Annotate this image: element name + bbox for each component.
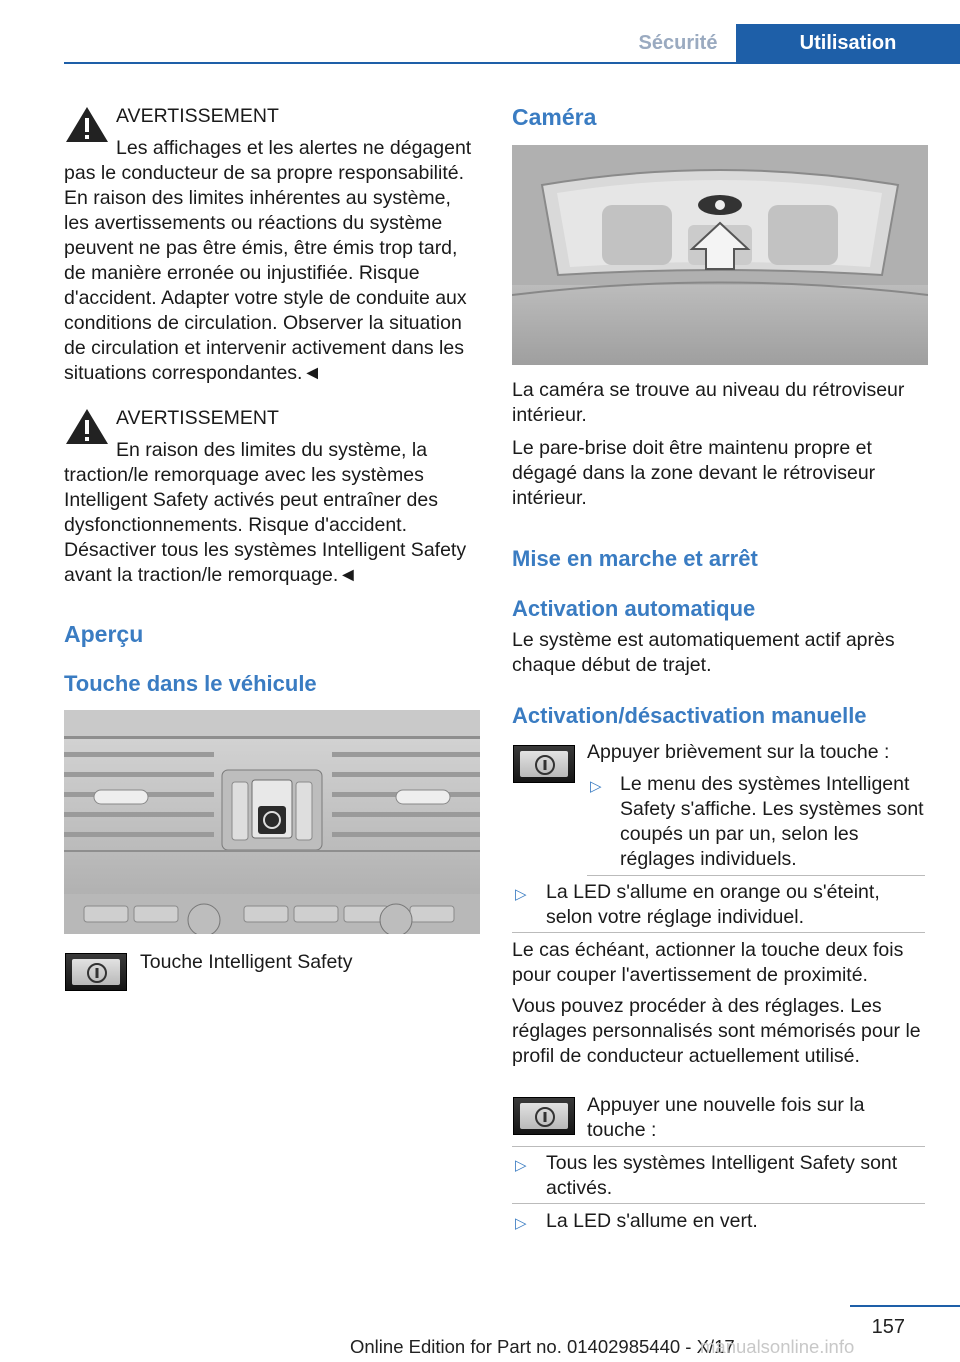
bullet-item-3: Tous les systèmes Intelligent Safety sont activés.	[546, 1152, 898, 1199]
bullet-icon: ▷	[515, 886, 527, 903]
tab-utilisation[interactable]: Utilisation	[736, 24, 960, 64]
press-short-text: Appuyer brièvement sur la touche :	[587, 741, 890, 763]
bullet-divider	[512, 1203, 925, 1204]
bullet-divider	[512, 1146, 925, 1147]
watermark-text: manualsonline.info	[700, 1336, 855, 1357]
camera-paragraph-2: Le pare-brise doit être maintenu propre et dégagé dans la zone devant le rétroviseur intérieur.	[512, 437, 876, 509]
settings-paragraph: Vous pouvez procéder à des réglages. Les réglages personnalisés sont mémorisés pour le profil de conducteur actuellement utilisé.	[512, 995, 921, 1067]
camera-paragraph-1: La caméra se trouve au niveau du rétroviseur intérieur.	[512, 379, 905, 426]
bullet-item-1: Le menu des systèmes Intelligent Safety s'affiche. Les systèmes sont coupés un par un, selon les réglages individuels.	[620, 773, 924, 870]
bullet-item-2: La LED s'allume en orange ou s'éteint, selon votre réglage individuel.	[546, 881, 880, 928]
intelligent-safety-button-icon	[65, 953, 127, 991]
footer-rule	[850, 1305, 960, 1307]
warning1-title: AVERTISSEMENT	[116, 105, 279, 127]
bullet-divider	[587, 875, 925, 876]
warning2-body: En raison des limites du système, la traction/le remorquage avec les systèmes Intelligent Safety activés peut entraîner des dysfonctionnements. Risque d'accident. Désactiver tous les systèmes Intelligent Safety avant la traction/le remorquage.◄	[64, 439, 467, 586]
bullet-item-4: La LED s'allume en vert.	[546, 1210, 758, 1232]
bullet-icon: ▷	[590, 778, 602, 795]
page-number: 157	[871, 1316, 905, 1338]
bullet-icon: ▷	[515, 1157, 527, 1174]
intelligent-safety-button-icon	[513, 1097, 575, 1135]
auto-paragraph: Le système est automatiquement actif après chaque début de trajet.	[512, 629, 895, 676]
edition-text: Online Edition for Part no. 01402985440 - X/17	[350, 1336, 735, 1357]
bullet-icon: ▷	[515, 1215, 527, 1232]
heading-activation-manuelle: Activation/désactivation manuelle	[512, 703, 867, 728]
press-again-text: Appuyer une nouvelle fois sur la touche :	[587, 1094, 865, 1141]
heading-activation-auto: Activation automatique	[512, 596, 756, 621]
dashboard-button-illustration	[64, 710, 480, 934]
heading-mise-en-marche: Mise en marche et arrêt	[512, 546, 758, 571]
bullet-divider	[512, 932, 925, 933]
heading-apercu: Aperçu	[64, 621, 144, 647]
warning2-title: AVERTISSEMENT	[116, 407, 279, 429]
camera-location-illustration	[512, 145, 928, 365]
proximity-paragraph: Le cas échéant, actionner la touche deux fois pour couper l'avertissement de proximité.	[512, 939, 904, 986]
caption-intelligent-safety: Touche Intelligent Safety	[140, 951, 353, 973]
tab-securite[interactable]: Sécurité	[638, 32, 718, 54]
warning1-body: Les affichages et les alertes ne dégagent pas le conducteur de sa propre responsabilité. En raison des limites inhérentes au système, les avertissements ou réactions du système peuvent ne pas être émis, être émis trop tard, de manière erronée ou injustifiée. Risque d'accident. Adapter votre style de conduite aux conditions de circulation. Observer la situation de circulation et intervenir activement dans les situations correspondantes.◄	[64, 137, 472, 384]
intelligent-safety-button-icon	[513, 745, 575, 783]
heading-camera: Caméra	[512, 104, 597, 130]
heading-touche-vehicule: Touche dans le véhicule	[64, 671, 317, 696]
header-rule	[64, 62, 960, 64]
